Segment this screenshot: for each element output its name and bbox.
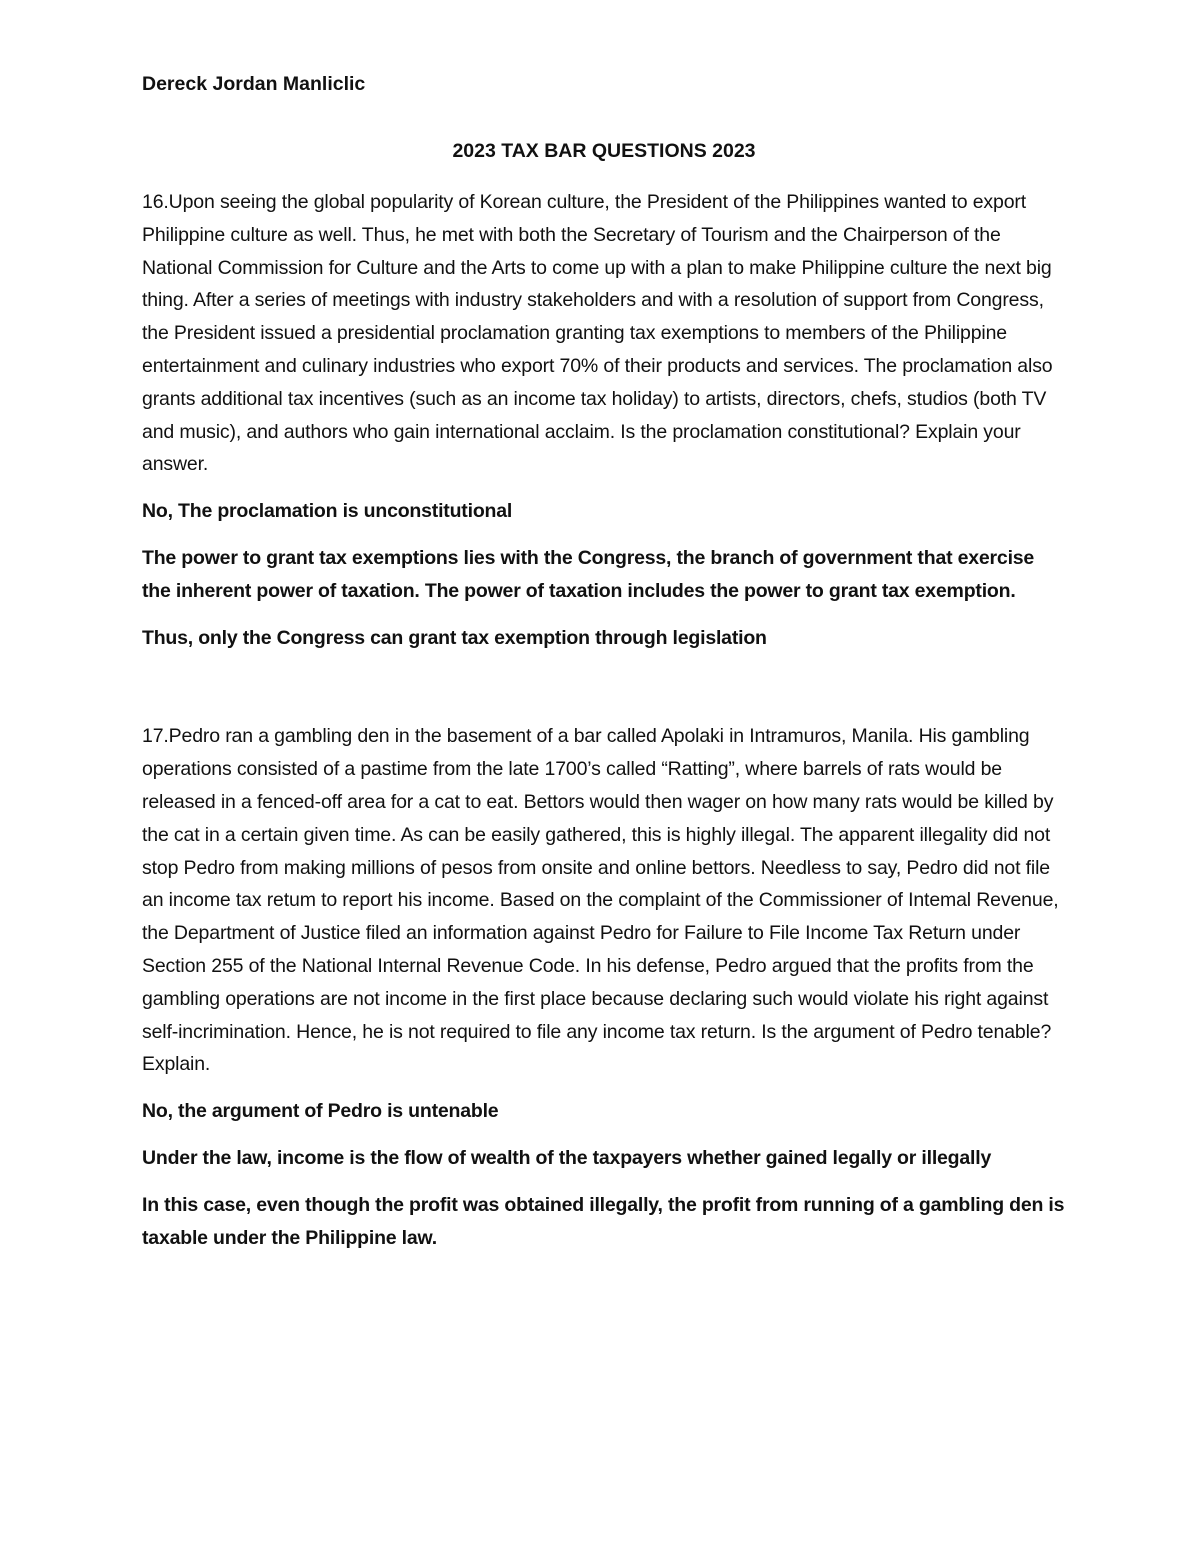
question-16-text: 16.Upon seeing the global popularity of Korean culture, the President of the Philippines wanted to export Philippine culture as well. Thus, he met with both the Secretary of Tourism and the Chairperson of the National Commission for Culture and the Arts to come up with a plan to make Philippine culture the next big thing. After a series of meetings with industry stakeholders and with a resolution of support from Congress, the President issued a presidential proclamation granting tax exemptions to members of the Philippine entertainment and culinary industries who export 70% of their products and services. The proclamation also grants additional tax incentives (such as an income tax holiday) to artists, directors, chefs, studios (both TV and music), and authors who gain international acclaim. Is the proclamation constitutional? Explain your answer. [142,191,1053,476]
question-16-answer-verdict: No, The proclamation is unconstitutional [142,500,513,523]
question-17-answer-conclusion: In this case, even though the profit was obtained illegally, the profit from running of a gambling den is taxable under the Philippine law. [142,1193,1065,1249]
question-16-answer-conclusion: Thus, only the Congress can grant tax exemption through legislation [142,626,767,649]
question-17-section [142,720,1066,1254]
question-17-answer-verdict: No, the argument of Pedro is untenable [142,1100,499,1123]
question-16-answer-reason: The power to grant tax exemptions lies with the Congress, the branch of government that exercise the inherent power of taxation. The power of taxation includes the power to grant tax exemption. [142,546,1035,602]
question-16-section [142,186,1066,654]
question-17-answer-reason: Under the law, income is the flow of wealth of the taxpayers whether gained legally or illegally [142,1146,992,1169]
document-title: 2023 TAX BAR QUESTIONS 2023 [452,140,756,162]
section-spacer [142,668,1066,720]
author-name: Dereck Jordan Manliclic [142,73,366,95]
question-17-text: 17.Pedro ran a gambling den in the basement of a bar called Apolaki in Intramuros, Manila. His gambling operations consisted of a pastime from the late 1700’s called “Ratting”, where barrels of rats would be released in a fenced-off area for a cat to eat. Bettors would then wager on how many rats would be killed by the cat in a certain given time. As can be easily gathered, this is highly illegal. The apparent illegality did not stop Pedro from making millions of pesos from onsite and online bettors. Needless to say, Pedro did not file an income tax retum to report his income. Based on the complaint of the Commissioner of Intemal Revenue, the Department of Justice filed an information against Pedro for Failure to File Income Tax Return under Section 255 of the National Internal Revenue Code. In his defense, Pedro argued that the profits from the gambling operations are not income in the first place because declaring such would violate his right against self-incrimination. Hence, he is not required to file any income tax return. Is the argument of Pedro tenable? Explain. [142,725,1059,1076]
document-page [142,70,1066,1268]
